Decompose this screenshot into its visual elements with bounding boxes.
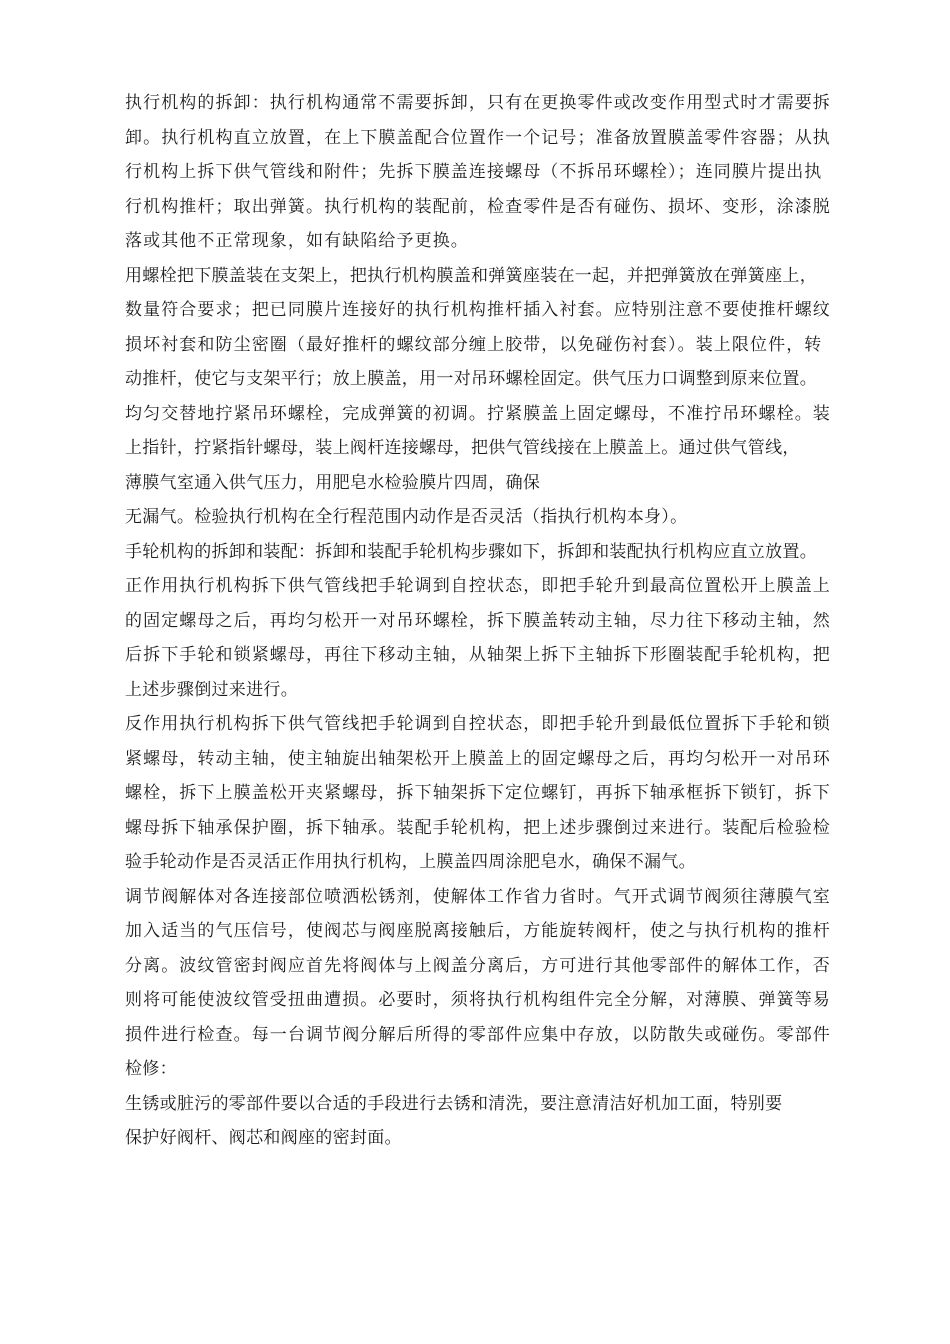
text-line: 验手轮动作是否灵活正作用执行机构，上膜盖四周涂肥皂水，确保不漏气。 bbox=[125, 852, 696, 872]
paragraph-leak-check bbox=[125, 500, 895, 535]
text-line: 保护好阀杆、阀芯和阀座的密封面。 bbox=[125, 1128, 402, 1148]
text-line: 检修： bbox=[125, 1059, 177, 1079]
text-line: 数量符合要求；把已同膜片连接好的执行机构推杆插入衬套。应特别注意不要使推杆螺纹 bbox=[125, 300, 831, 320]
text-line: 上述步骤倒过来进行。 bbox=[125, 679, 298, 700]
text-line: 分离。波纹管密封阀应首先将阀体与上阀盖分离后，方可进行其他零部件的解体工作，否 bbox=[125, 955, 831, 976]
text-line: 则将可能使波纹管受扭曲遭损。必要时，须将执行机构组件完全分解，对薄膜、弹簧等易 bbox=[125, 990, 831, 1010]
text-line: 螺母拆下轴承保护圈，拆下轴承。装配手轮机构，把上述步骤倒过来进行。装配后检验检 bbox=[125, 817, 831, 838]
text-line: 加入适当的气压信号，使阀芯与阀座脱离接触后，方能旋转阀杆，使之与执行机构的推杆 bbox=[125, 921, 831, 941]
paragraph-actuator-assembly bbox=[125, 259, 895, 501]
text-line: 落或其他不正常现象，如有缺陷给予更换。 bbox=[125, 231, 469, 251]
text-line: 螺栓，拆下上膜盖松开夹紧螺母，拆下轴架拆下定位螺钉，再拆下轴承框拆下锁钉，拆下 bbox=[125, 783, 831, 803]
text-line: 无漏气。检验执行机构在全行程范围内动作是否灵活（指执行机构本身）。 bbox=[125, 507, 688, 527]
paragraph-actuator-disassembly bbox=[125, 86, 895, 259]
text-line: 反作用执行机构拆下供气管线把手轮调到自控状态，即把手轮升到最低位置拆下手轮和锁 bbox=[125, 714, 831, 734]
text-line: 均匀交替地拧紧吊环螺栓，完成弹簧的初调。拧紧膜盖上固定螺母，不准拧吊环螺栓。装 bbox=[125, 403, 831, 424]
body-text bbox=[125, 86, 895, 1156]
paragraph-handwheel-direct bbox=[125, 535, 895, 708]
text-line: 正作用执行机构拆下供气管线把手轮调到自控状态，即把手轮升到最高位置松开上膜盖上 bbox=[125, 576, 831, 596]
paragraph-valve-disassembly bbox=[125, 880, 895, 1087]
text-line: 卸。执行机构直立放置，在上下膜盖配合位置作一个记号；准备放置膜盖零件容器；从执 bbox=[125, 127, 831, 148]
text-line: 执行机构的拆卸：执行机构通常不需要拆卸，只有在更换零件或改变作用型式时才需要拆 bbox=[125, 93, 831, 113]
paragraph-handwheel-reverse bbox=[125, 707, 895, 880]
text-line: 生锈或脏污的零部件要以合适的手段进行去锈和清洗，要注意清洁好机加工面，特别要 bbox=[125, 1093, 783, 1114]
text-line: 紧螺母，转动主轴，使主轴旋出轴架松开上膜盖上的固定螺母之后，再均匀松开一对吊环 bbox=[125, 748, 831, 769]
text-line: 后拆下手轮和锁紧螺母，再往下移动主轴，从轴架上拆下主轴拆下形圈装配手轮机构，把 bbox=[125, 645, 831, 665]
text-line: 行机构上拆下供气管线和附件；先拆下膜盖连接螺母（不拆吊环螺栓）；连同膜片提出执 bbox=[125, 162, 823, 182]
text-line: 上指针，拧紧指针螺母，装上阀杆连接螺母，把供气管线接在上膜盖上。通过供气管线， bbox=[125, 438, 800, 458]
text-line: 用螺栓把下膜盖装在支架上，把执行机构膜盖和弹簧座装在一起，并把弹簧放在弹簧座上， bbox=[125, 265, 817, 286]
text-line: 损坏衬套和防尘密圈（最好推杆的螺纹部分缠上胶带，以免碰伤衬套）。装上限位件，转 bbox=[125, 334, 823, 355]
text-line: 手轮机构的拆卸和装配：拆卸和装配手轮机构步骤如下，拆卸和装配执行机构应直立放置。 bbox=[125, 541, 817, 562]
text-line: 动推杆，使它与支架平行；放上膜盖，用一对吊环螺栓固定。供气压力口调整到原来位置。 bbox=[125, 369, 817, 389]
text-line: 薄膜气室通入供气压力，用肥皂水检验膜片四周，确保 bbox=[125, 472, 541, 493]
text-line: 损件进行检查。每一台调节阀分解后所得的零部件应集中存放，以防散失或碰伤。零部件 bbox=[125, 1024, 831, 1045]
paragraph-cleaning bbox=[125, 1087, 895, 1156]
text-line: 调节阀解体对各连接部位喷洒松锈剂，使解体工作省力省时。气开式调节阀须往薄膜气室 bbox=[125, 886, 831, 907]
text-line: 的固定螺母之后，再均匀松开一对吊环螺栓，拆下膜盖转动主轴，尽力往下移动主轴，然 bbox=[125, 610, 831, 631]
text-line: 行机构推杆；取出弹簧。执行机构的装配前，检查零件是否有碰伤、损坏、变形，涂漆脱 bbox=[125, 196, 831, 217]
